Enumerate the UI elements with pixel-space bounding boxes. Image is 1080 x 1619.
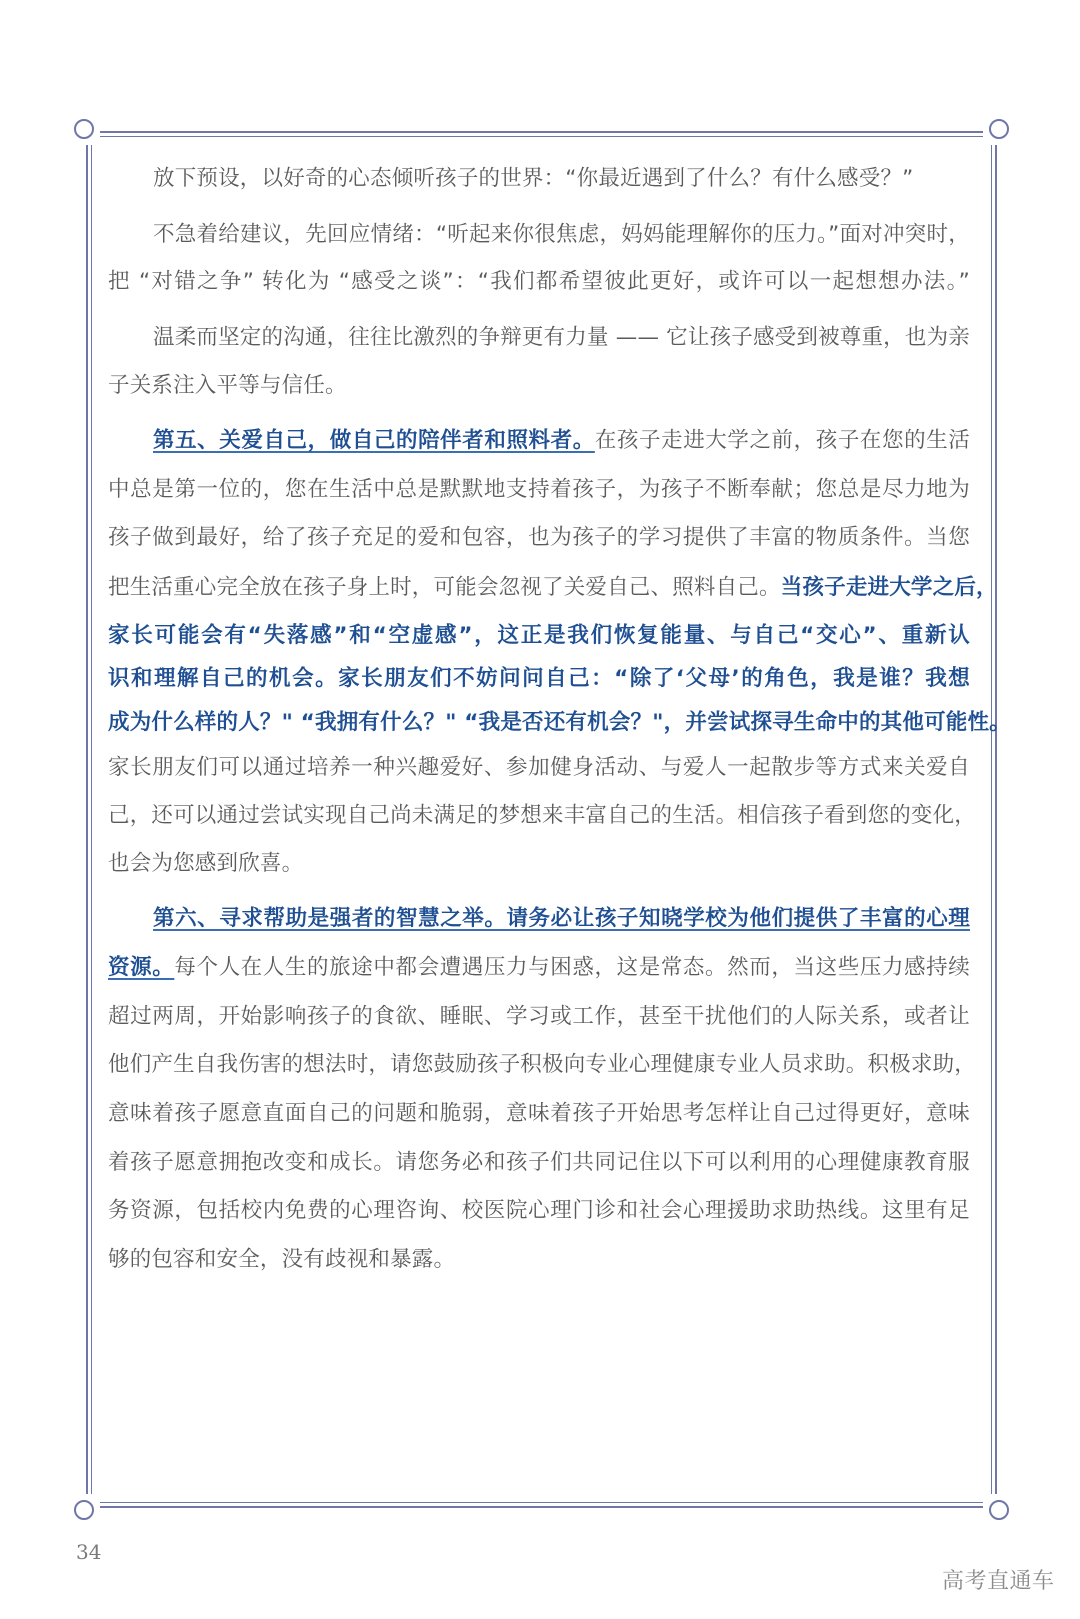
frame-corner-notch-icon xyxy=(84,1494,100,1510)
text-line xyxy=(108,1197,970,1225)
text-line xyxy=(153,427,970,455)
text-line xyxy=(108,476,970,504)
emphasis-text: 家长可能会有“失落感”和“空虚感”，这正是我们恢复能量、与自己“交心”、重新认 xyxy=(108,623,970,648)
section-heading: 第六、寻求帮助是强者的智慧之举。请务必让孩子知晓学校为他们提供了丰富的心理 xyxy=(153,906,970,931)
frame-corner-notch-icon xyxy=(84,129,100,145)
body-text: 务资源，包括校内免费的心理咨询、校医院心理门诊和社会心理援助求助热线。这里有足 xyxy=(108,1198,970,1223)
body-text: 把生活重心完全放在孩子身上时，可能会忽视了关爱自己、照料自己。 xyxy=(108,575,781,600)
text-line xyxy=(108,802,977,830)
emphasis-text: 识和理解自己的机会。家长朋友们不妨问问自己：“除了‘父母’的角色，我是谁？我想 xyxy=(108,666,970,691)
body-text: 把 “对错之争” 转化为 “感受之谈”：“我们都希望彼此更好，或许可以一起想想办法。” xyxy=(108,269,970,294)
text-line xyxy=(153,324,970,352)
body-text: 他们产生自我伤害的想法时，请您鼓励孩子积极向专业心理健康专业人员求助。积极求助， xyxy=(108,1052,977,1077)
text-line xyxy=(153,221,970,249)
text-line xyxy=(108,1003,970,1031)
text-line xyxy=(108,1149,970,1177)
text-line xyxy=(108,850,303,878)
body-text: 放下预设，以好奇的心态倾听孩子的世界：“你最近遇到了什么？有什么感受？” xyxy=(153,166,914,191)
body-text: 孩子做到最好，给了孩子充足的爱和包容，也为孩子的学习提供了丰富的物质条件。当您 xyxy=(108,525,970,550)
body-text: 超过两周，开始影响孩子的食欲、睡眠、学习或工作，甚至干扰他们的人际关系，或者让 xyxy=(108,1004,970,1029)
body-text: 中总是第一位的，您在生活中总是默默地支持着孩子，为孩子不断奉献；您总是尽力地为 xyxy=(108,477,970,502)
text-line xyxy=(108,622,970,650)
text-line xyxy=(108,665,970,693)
body-text: 己，还可以通过尝试实现自己尚未满足的梦想来丰富自己的生活。相信孩子看到您的变化， xyxy=(108,803,977,828)
emphasis-text: 成为什么样的人？" “我拥有什么？" “我是否还有机会？"，并尝试探寻生命中的其他可能性。 xyxy=(108,710,1011,735)
body-text: 意味着孩子愿意直面自己的问题和脆弱，意味着孩子开始思考怎样让自己过得更好，意味 xyxy=(108,1101,970,1126)
frame-corner-notch-icon xyxy=(983,129,999,145)
body-text: 着孩子愿意拥抱改变和成长。请您务必和孩子们共同记住以下可以利用的心理健康教育服 xyxy=(108,1150,970,1175)
frame-corner-notch-icon xyxy=(983,1494,999,1510)
text-line xyxy=(108,954,970,982)
emphasis-text: 当孩子走进大学之后， xyxy=(780,575,998,600)
text-line xyxy=(108,524,970,552)
text-line xyxy=(108,268,970,296)
body-text: 子关系注入平等与信任。 xyxy=(108,373,347,398)
text-line xyxy=(153,165,913,193)
body-text: 在孩子走进大学之前，孩子在您的生活 xyxy=(594,428,970,453)
text-line xyxy=(108,1100,970,1128)
text-line xyxy=(108,372,347,400)
text-line xyxy=(108,1246,455,1274)
text-line xyxy=(153,905,970,933)
body-text: 每个人在人生的旅途中都会遭遇压力与困惑，这是常态。然而，当这些压力感持续 xyxy=(174,955,970,980)
body-text: 温柔而坚定的沟通，往往比激烈的争辩更有力量 —— 它让孩子感受到被尊重，也为亲 xyxy=(153,325,970,350)
page-number: 34 xyxy=(76,1540,102,1564)
text-line xyxy=(108,1051,977,1079)
footer-brand: 高考直通车 xyxy=(942,1569,1055,1594)
body-text: 不急着给建议，先回应情绪：“听起来你很焦虑，妈妈能理解你的压力。”面对冲突时， xyxy=(153,222,970,247)
section-heading: 资源。 xyxy=(108,955,175,980)
body-text: 家长朋友们可以通过培养一种兴趣爱好、参加健身活动、与爱人一起散步等方式来关爱自 xyxy=(108,755,970,780)
text-line xyxy=(108,754,970,782)
text-line xyxy=(108,574,998,602)
body-text: 够的包容和安全，没有歧视和暴露。 xyxy=(108,1247,456,1272)
section-heading: 第五、关爱自己，做自己的陪伴者和照料者。 xyxy=(153,428,595,453)
text-line xyxy=(108,709,1011,737)
body-text: 也会为您感到欣喜。 xyxy=(108,851,304,876)
